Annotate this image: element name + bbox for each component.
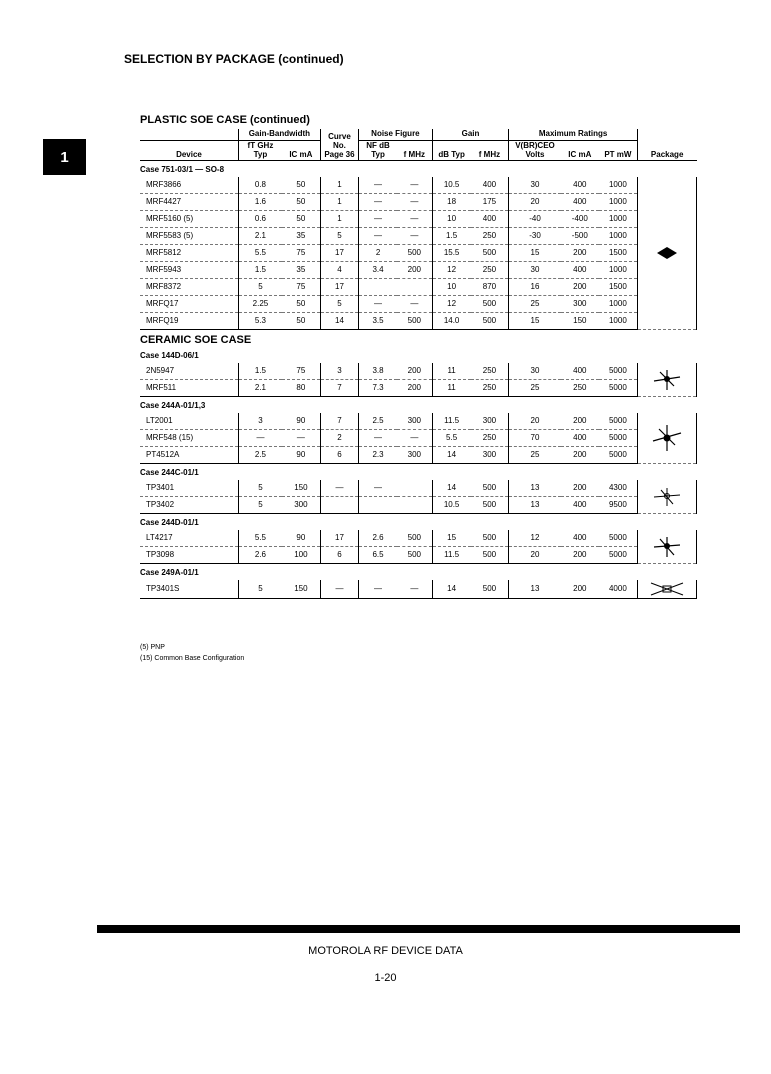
selection-table [140,129,697,599]
cell-gain-db: 12 [432,296,470,313]
cell-ft: 2.5 [238,447,282,464]
cell-nf-frequency: — [397,228,432,245]
cell-gain-frequency: 250 [471,262,509,279]
cell-vbrceo: 30 [509,177,561,194]
cell-ic: 50 [282,194,320,211]
table-row [140,228,697,245]
cell-nf-frequency: — [397,211,432,228]
cell-curve: 1 [320,177,358,194]
cell-nf: 6.5 [359,547,397,564]
cell-gain-frequency: 500 [471,313,509,330]
cell-curve: 6 [320,547,358,564]
cell-nf: 3.4 [359,262,397,279]
cell-curve: 7 [320,413,358,430]
cell-curve: 17 [320,279,358,296]
cell-curve: 14 [320,313,358,330]
cell-max-ic: 200 [561,447,599,464]
cell-max-ic: -500 [561,228,599,245]
cell-gain-db: 11.5 [432,547,470,564]
cell-vbrceo: 25 [509,296,561,313]
cell-max-ic: 200 [561,580,599,599]
cell-curve: 1 [320,194,358,211]
cell-ic: 50 [282,296,320,313]
footer-title: MOTOROLA RF DEVICE DATA [308,945,463,957]
cell-ic: 100 [282,547,320,564]
cell-gain-frequency: 400 [471,211,509,228]
cell-max-ic: 400 [561,530,599,547]
table-row [140,497,697,514]
cell-nf: 2.5 [359,413,397,430]
cell-ic: 75 [282,245,320,262]
cell-ic: 35 [282,228,320,245]
header-curve: Curve No. Page 36 [320,129,358,161]
cell-max-ic: 400 [561,497,599,514]
cell-gain-frequency: 400 [471,177,509,194]
case-label: Case 244D-01/1 [140,517,199,527]
cell-pt: 5000 [599,413,637,430]
cell-curve [320,497,358,514]
cell-vbrceo: 30 [509,363,561,380]
table-row [140,313,697,330]
cell-device: TP3098 [140,547,238,564]
cell-gain-db: 1.5 [432,228,470,245]
cell-device: MRF548 (15) [140,430,238,447]
cell-pt: 1000 [599,262,637,279]
table-row [140,430,697,447]
cell-nf: 2.6 [359,530,397,547]
header-gain-frequency: f MHz [471,140,509,161]
cell-nf-frequency: 500 [397,313,432,330]
case-label: Case 249A-01/1 [140,567,199,577]
cell-pt: 1000 [599,211,637,228]
header-gain-db: dB Typ [432,140,470,161]
cell-ft: 5.3 [238,313,282,330]
cell-nf-frequency: — [397,430,432,447]
cell-gain-frequency: 250 [471,380,509,397]
cell-gain-frequency: 250 [471,430,509,447]
package-cell [637,530,696,564]
cell-gain-frequency: 250 [471,363,509,380]
cell-max-ic: 400 [561,177,599,194]
cell-pt: 9500 [599,497,637,514]
cell-nf-frequency [397,497,432,514]
cell-ft: 5 [238,480,282,497]
cell-vbrceo: 30 [509,262,561,279]
cell-ic: 50 [282,177,320,194]
table-row [140,547,697,564]
table-row [140,262,697,279]
case-label: Case 144D-06/1 [140,350,199,360]
cell-ft: 1.5 [238,262,282,279]
package-cell [637,177,696,330]
cell-vbrceo: 15 [509,313,561,330]
cell-ic: 90 [282,447,320,464]
cell-nf: 2.3 [359,447,397,464]
cell-device: MRFQ19 [140,313,238,330]
case-label: Case 751-03/1 — SO-8 [140,164,225,174]
cell-ft: 5.5 [238,245,282,262]
package-cell [637,480,696,514]
cell-nf: — [359,228,397,245]
cell-gain-db: 5.5 [432,430,470,447]
cell-pt: 4000 [599,580,637,599]
cell-ft: 2.25 [238,296,282,313]
cell-device: MRF5943 [140,262,238,279]
cell-device: TP3401S [140,580,238,599]
cell-max-ic: 200 [561,547,599,564]
header-ft: fT GHz Typ [238,140,282,161]
header-pt: PT mW [599,140,637,161]
cell-device: MRFQ17 [140,296,238,313]
cell-nf: — [359,296,397,313]
cell-nf: — [359,177,397,194]
cell-device: PT4512A [140,447,238,464]
cell-ic: 50 [282,211,320,228]
cell-gain-db: 10 [432,279,470,296]
cell-curve: — [320,480,358,497]
cell-nf: 3.8 [359,363,397,380]
cell-max-ic: 250 [561,380,599,397]
cell-device: MRF511 [140,380,238,397]
ceramic-package-icon [650,423,684,453]
cell-device: MRF5160 (5) [140,211,238,228]
cell-ft: 5 [238,497,282,514]
table-row [140,245,697,262]
cell-gain-db: 15.5 [432,245,470,262]
cell-gain-frequency: 300 [471,413,509,430]
header-maximum-ratings: Maximum Ratings [509,129,637,140]
cell-pt: 1000 [599,296,637,313]
cell-nf: — [359,194,397,211]
cell-ic: 75 [282,363,320,380]
cell-ic: 90 [282,530,320,547]
page-heading: SELECTION BY PACKAGE (continued) [124,52,344,66]
cell-curve: 17 [320,245,358,262]
cell-ic: 300 [282,497,320,514]
cell-ic: 50 [282,313,320,330]
header-nf: NF dB Typ [359,140,397,161]
footnotes [140,642,244,664]
cell-nf-frequency [397,480,432,497]
case-label: Case 244A-01/1,3 [140,400,206,410]
cell-nf-frequency: — [397,194,432,211]
so8-package-icon [656,246,678,260]
cell-device: LT4217 [140,530,238,547]
cell-ft: — [238,430,282,447]
cell-ft: 0.6 [238,211,282,228]
cell-gain-frequency: 500 [471,547,509,564]
cell-pt: 5000 [599,430,637,447]
cell-nf [359,497,397,514]
cell-nf-frequency: 200 [397,380,432,397]
cell-vbrceo: 70 [509,430,561,447]
table-row [140,279,697,296]
ceramic-package-icon [650,367,684,393]
cell-pt: 5000 [599,547,637,564]
cell-curve: 2 [320,430,358,447]
cell-device: MRF5583 (5) [140,228,238,245]
header-gain-bandwidth: Gain-Bandwidth [238,129,320,140]
cell-ft: 2.1 [238,380,282,397]
cell-gain-db: 10.5 [432,497,470,514]
table-row [140,480,697,497]
table-row [140,194,697,211]
cell-ft: 0.8 [238,177,282,194]
cell-ft: 3 [238,413,282,430]
cell-max-ic: 200 [561,245,599,262]
cell-gain-frequency: 500 [471,580,509,599]
cell-device: TP3401 [140,480,238,497]
cell-gain-db: 10 [432,211,470,228]
cell-nf: 2 [359,245,397,262]
cell-device: 2N5947 [140,363,238,380]
cell-curve: 17 [320,530,358,547]
ceramic-package-icon [650,535,684,559]
header-max-ic: IC mA [561,140,599,161]
package-cell [637,413,696,464]
cell-vbrceo: -40 [509,211,561,228]
cell-vbrceo: 25 [509,447,561,464]
cell-gain-frequency: 250 [471,228,509,245]
cell-gain-db: 14.0 [432,313,470,330]
table-row [140,363,697,380]
cell-curve: 6 [320,447,358,464]
cell-vbrceo: 12 [509,530,561,547]
cell-device: MRF4427 [140,194,238,211]
table-body [140,161,697,599]
cell-device: MRF5812 [140,245,238,262]
footer-rule [97,925,740,933]
cell-nf-frequency: — [397,177,432,194]
cell-device: MRF3866 [140,177,238,194]
cell-vbrceo: 20 [509,194,561,211]
cell-ic: 35 [282,262,320,279]
cell-max-ic: 300 [561,296,599,313]
cell-nf-frequency: 500 [397,245,432,262]
cell-ic: — [282,430,320,447]
cell-gain-frequency: 500 [471,296,509,313]
cell-nf: 7.3 [359,380,397,397]
cell-nf-frequency: — [397,296,432,313]
cell-pt: 1000 [599,194,637,211]
cell-gain-db: 11.5 [432,413,470,430]
cell-max-ic: 200 [561,480,599,497]
cell-max-ic: 400 [561,363,599,380]
header-spacer [140,129,238,140]
cell-nf-frequency: 200 [397,262,432,279]
cell-pt: 5000 [599,447,637,464]
cell-nf-frequency: 300 [397,413,432,430]
cell-ic: 150 [282,580,320,599]
cell-max-ic: 400 [561,262,599,279]
table-row [140,177,697,194]
package-cell [637,580,696,599]
cell-curve: — [320,580,358,599]
cell-gain-frequency: 500 [471,497,509,514]
cell-max-ic: 400 [561,194,599,211]
cell-curve: 4 [320,262,358,279]
table-row [140,380,697,397]
cell-vbrceo: 25 [509,380,561,397]
cell-gain-frequency: 500 [471,530,509,547]
cell-nf-frequency [397,279,432,296]
cell-curve: 5 [320,296,358,313]
table-row [140,580,697,599]
cell-nf [359,279,397,296]
table-row [140,447,697,464]
cell-nf-frequency: 500 [397,547,432,564]
cell-gain-frequency: 175 [471,194,509,211]
cell-curve: 5 [320,228,358,245]
cell-nf-frequency: 200 [397,363,432,380]
cell-max-ic: 200 [561,279,599,296]
cell-ic: 75 [282,279,320,296]
cell-max-ic: 150 [561,313,599,330]
table-row [140,530,697,547]
cell-vbrceo: -30 [509,228,561,245]
cell-gain-frequency: 300 [471,447,509,464]
cell-vbrceo: 20 [509,547,561,564]
cell-gain-db: 18 [432,194,470,211]
page-number: 1-20 [374,972,397,984]
cell-curve: 1 [320,211,358,228]
cell-max-ic: 400 [561,430,599,447]
cell-gain-db: 11 [432,380,470,397]
table-row [140,296,697,313]
cell-nf: — [359,211,397,228]
cell-gain-db: 14 [432,447,470,464]
cell-ft: 5 [238,580,282,599]
cell-ic: 150 [282,480,320,497]
cell-nf-frequency: 300 [397,447,432,464]
cell-nf: — [359,430,397,447]
cell-vbrceo: 13 [509,497,561,514]
header-noise-figure: Noise Figure [359,129,433,140]
table-row [140,413,697,430]
cell-gain-frequency: 500 [471,480,509,497]
cell-nf-frequency: — [397,580,432,599]
cell-gain-db: 10.5 [432,177,470,194]
cell-vbrceo: 20 [509,413,561,430]
cell-gain-db: 12 [432,262,470,279]
section-tab: 1 [43,139,86,175]
cell-pt: 5000 [599,363,637,380]
cell-pt: 1000 [599,177,637,194]
cell-ft: 5.5 [238,530,282,547]
table-title: PLASTIC SOE CASE (continued) [140,114,310,126]
cell-vbrceo: 16 [509,279,561,296]
cell-curve: 3 [320,363,358,380]
cell-ft: 2.1 [238,228,282,245]
header-nf-frequency: f MHz [397,140,432,161]
cell-ft: 1.5 [238,363,282,380]
header-package: Package [637,129,696,161]
cell-pt: 1000 [599,228,637,245]
cell-max-ic: 200 [561,413,599,430]
header-ic: IC mA [282,140,320,161]
cell-device: TP3402 [140,497,238,514]
cell-nf: — [359,580,397,599]
cell-gain-db: 15 [432,530,470,547]
cell-nf: 3.5 [359,313,397,330]
cell-ic: 90 [282,413,320,430]
cell-vbrceo: 13 [509,480,561,497]
table-row [140,211,697,228]
header-gain: Gain [432,129,509,140]
section-title: CERAMIC SOE CASE [140,334,252,347]
cell-nf: — [359,480,397,497]
cell-pt: 5000 [599,530,637,547]
ceramic-package-icon [650,486,684,508]
package-cell [637,363,696,397]
cell-vbrceo: 13 [509,580,561,599]
cell-device: LT2001 [140,413,238,430]
cell-curve: 7 [320,380,358,397]
cell-ft: 2.6 [238,547,282,564]
cell-pt: 5000 [599,380,637,397]
cell-pt: 1500 [599,279,637,296]
cell-gain-frequency: 870 [471,279,509,296]
cell-gain-frequency: 500 [471,245,509,262]
cell-pt: 1000 [599,313,637,330]
cell-vbrceo: 15 [509,245,561,262]
cell-max-ic: -400 [561,211,599,228]
cell-gain-db: 14 [432,480,470,497]
header-device: Device [140,140,238,161]
cell-nf-frequency: 500 [397,530,432,547]
case-label: Case 244C-01/1 [140,467,199,477]
cell-pt: 4300 [599,480,637,497]
cell-ic: 80 [282,380,320,397]
footnote: (5) PNP [140,644,165,651]
footnote: (15) Common Base Configuration [140,655,245,662]
cell-gain-db: 14 [432,580,470,599]
cell-gain-db: 11 [432,363,470,380]
header-vbrceo: V(BR)CEO Volts [509,140,561,161]
cell-ft: 1.6 [238,194,282,211]
cell-pt: 1500 [599,245,637,262]
cell-ft: 5 [238,279,282,296]
stripline-package-icon [648,580,686,598]
cell-device: MRF8372 [140,279,238,296]
